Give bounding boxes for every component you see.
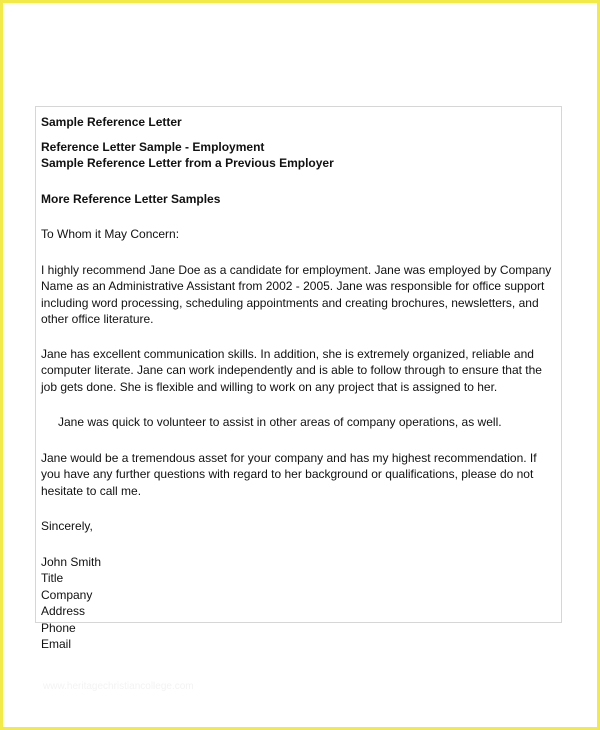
more-samples-heading: More Reference Letter Samples (41, 191, 221, 206)
paragraph-skills: Jane has excellent communication skills. In addition, she is extremely organized, reliable and computer literate. Jane can work independently and is able to follow through to ensure that the job gets done. She is flexible and willing to work on any project that is assigned to her. (41, 346, 542, 394)
letter-title: Sample Reference Letter (41, 115, 182, 129)
signature-address: Address (41, 604, 86, 618)
reference-letter (35, 106, 562, 651)
paragraph-recommendation: I highly recommend Jane Doe as a candidate for employment. Jane was employed by Company Name as an Administrative Assistant from 2002 - 2005. Jane was responsible for office support including word processing, scheduling appointments and creating brochures, newsletters, and other office literature. (41, 262, 552, 326)
signature-name: John Smith (41, 554, 102, 569)
signature-phone: Phone (41, 620, 76, 635)
subheading-previous-employer: Sample Reference Letter from a Previous Employer (41, 156, 334, 170)
salutation: To Whom it May Concern: (41, 227, 180, 241)
signature-title: Title (41, 571, 64, 585)
closing: Sincerely, (41, 519, 93, 533)
paragraph-closing-remarks: Jane would be a tremendous asset for your company and has my highest recommendation. If you have any further questions with regard to her background or qualifications, please do not hesitate to call me. (41, 450, 537, 498)
signature-email: Email (41, 637, 72, 651)
paragraph-volunteer: Jane was quick to volunteer to assist in other areas of company operations, as well. (58, 415, 502, 429)
page (3, 3, 597, 727)
watermark: www.heritagechristiancollege.com (43, 681, 194, 692)
subheading-employment: Reference Letter Sample - Employment (41, 139, 265, 154)
signature-company: Company (41, 587, 93, 602)
